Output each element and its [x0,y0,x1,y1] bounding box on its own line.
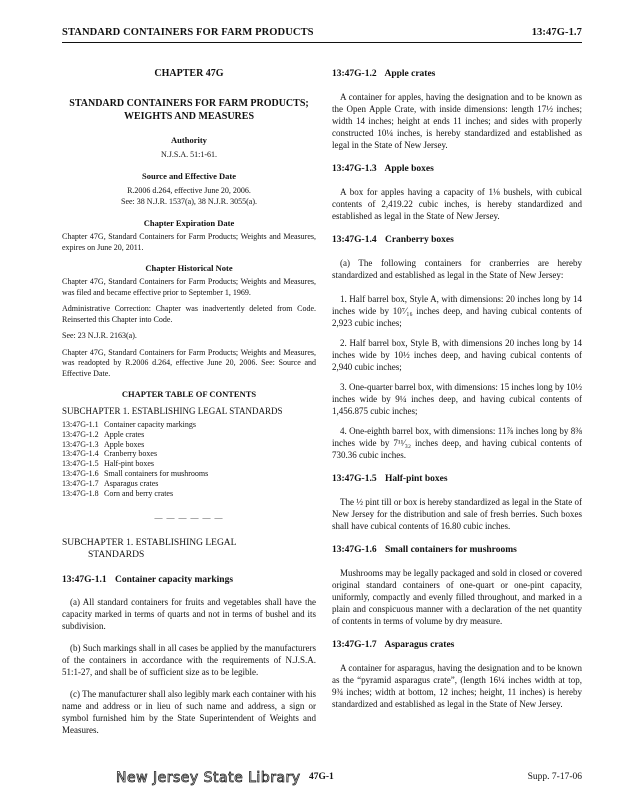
toc-number: 13:47G-1.2 [62,429,99,439]
toc-number: 13:47G-1.5 [62,459,99,469]
section-1-5-text: The ½ pint till or box is hereby standardized as legal in the State of New Jersey for the distribution and sale of fresh berries. Such boxes shall have cubical contents of 16.80 cubic inches. [332,497,582,531]
cranberry-item-1: 1. Half barrel box, Style A, with dimensions: 20 inches long by 14 inches wide by 10⁷⁄₁₆ inches deep, and having cubical contents of 2,923 cubic inches; [332,294,582,328]
toc-title: Apple boxes [104,439,145,449]
section-number: 13:47G-1.2 [332,69,377,79]
section-heading-1-3 [332,163,582,175]
section-title: Container capacity markings [114,575,234,586]
header-section-number: 13:47G-1.7 [531,27,582,38]
cranberry-item-4: 4. One-eighth barrel box, with dimensions: 11⅞ inches long by 8⅜ inches wide by 7¹¹⁄₃₂ inches deep, and having cubical contents of 730.36 cubic inches. [332,426,582,460]
section-title: Cranberry boxes [384,235,454,245]
section-title: Apple boxes [384,164,434,174]
supplement-date: Supp. 7-17-06 [527,772,582,782]
subchapter-heading [62,537,316,561]
toc-row[interactable] [62,420,316,430]
source-line-1: R.2006 d.264, effective June 20, 2006. [127,186,251,195]
history-paragraph-4: Chapter 47G, Standard Containers for Farm Products; Weights and Measures, was readopted by R.2006 d.264, effective June 20, 2006. See: Source and Effective Date. [62,347,316,378]
section-divider: — — — — — — [154,513,224,523]
source-label: Source and Effective Date [141,171,237,181]
section-1-3-text: A box for apples having a capacity of 1⅛ bushels, with cubical contents of 2,419.22 cubic inches, is hereby standardized and established as legal in the State of New Jersey. [332,187,582,221]
header-title: STANDARD CONTAINERS FOR FARM PRODUCTS [62,27,314,38]
toc-list [62,420,316,498]
history-paragraph-2: Administrative Correction: Chapter was inadvertently deleted from Code. Reinserted this Chapter into Code. [62,304,316,324]
section-number: 13:47G-1.7 [332,640,377,650]
section-number: 13:47G-1.3 [332,164,377,174]
toc-label: CHAPTER TABLE OF CONTENTS [121,389,257,399]
authority-label: Authority [171,135,207,145]
left-column [62,68,316,746]
subchapter-heading-line-1: SUBCHAPTER 1. ESTABLISHING LEGAL [62,538,237,549]
toc-title: Asparagus crates [104,478,159,488]
page-footer [62,770,582,790]
expiration-text: Chapter 47G, Standard Containers for Farm Products; Weights and Measures, expires on June 20, 2011. [62,232,316,252]
section-1-1-paragraph-a: (a) All standard containers for fruits and vegetables shall have the capacity marked in terms of quarts and not in terms of bushel and its subdivision. [62,597,316,632]
section-number: 13:47G-1.1 [62,575,107,586]
section-heading-1-6 [332,544,582,556]
toc-row[interactable] [62,449,316,459]
section-1-7-text: A container for asparagus, having the designation and to be known as the “pyramid asparagus crate”, (length 16¼ inches width at top, 9¾ inches; width at bottom, 12 inches; height, 11 inches) is hereby standardized and established as legal in the State of New Jersey. [332,663,582,709]
section-1-1-paragraph-c: (c) The manufacturer shall also legibly mark each container with his name and address or in lieu of such name and address, a sign or symbol furnished him by the State Superintendent of Weights and Measures. [62,689,316,736]
toc-number: 13:47G-1.3 [62,439,99,449]
section-1-4-intro: (a) The following containers for cranberries are hereby standardized and established as legal in the State of New Jersey: [332,258,582,280]
section-heading-1-1 [62,575,316,586]
toc-subchapter: SUBCHAPTER 1. ESTABLISHING LEGAL STANDARDS [62,406,283,416]
header-rule [62,42,582,43]
expiration-label: Chapter Expiration Date [143,218,235,228]
toc-number: 13:47G-1.4 [62,449,99,459]
toc-number: 13:47G-1.7 [62,478,99,488]
section-title: Asparagus crates [384,640,455,650]
toc-number: 13:47G-1.1 [62,420,99,429]
toc-title: Half-pint boxes [104,459,154,469]
section-1-1-paragraph-b: (b) Such markings shall in all cases be applied by the manufacturers of the containers in accordance with the requirements of N.J.S.A. 51:1-27, and shall be of sufficient size as to be legible. [62,643,316,678]
section-number: 13:47G-1.6 [332,545,377,555]
section-title: Half-pint boxes [384,474,448,484]
section-heading-1-4 [332,234,582,246]
library-watermark: New Jersey State Library [116,770,301,786]
history-paragraph-1: Chapter 47G, Standard Containers for Farm Products; Weights and Measures, was filed and became effective prior to September 1, 1969. [62,277,316,297]
section-heading-1-7 [332,639,582,651]
authority-text: N.J.S.A. 51:1-61. [160,150,217,159]
toc-row[interactable] [62,430,316,440]
section-heading-1-2 [332,68,582,80]
cranberry-item-3: 3. One-quarter barrel box, with dimensions: 15 inches long by 10½ inches wide by 9¼ inches deep, and having cubical contents of 1,456.875 cubic inches; [332,382,582,416]
subchapter-heading-line-2: STANDARDS [88,550,145,561]
toc-title: Container capacity markings [104,420,196,429]
toc-title: Apple crates [104,429,145,439]
section-heading-1-5 [332,473,582,485]
section-title: Apple crates [384,69,436,79]
toc-row[interactable] [62,489,316,499]
section-title: Small containers for mushrooms [384,545,517,555]
toc-row[interactable] [62,440,316,450]
chapter-heading-line-1: STANDARD CONTAINERS FOR FARM PRODUCTS; [69,98,309,109]
history-paragraph-3: See: 23 N.J.R. 2163(a). [62,331,137,340]
chapter-heading [62,97,316,123]
toc-row[interactable] [62,459,316,469]
cranberry-item-2: 2. Half barrel box, Style B, with dimensions 20 inches long by 14 inches wide by 10½ inches deep, and having cubical contents of 2,940 cubic inches; [332,338,582,372]
toc-row[interactable] [62,479,316,489]
chapter-heading-line-2: WEIGHTS AND MEASURES [123,111,255,122]
toc-title: Cranberry boxes [104,449,158,459]
right-column [332,68,582,722]
toc-number: 13:47G-1.6 [62,468,99,478]
toc-row[interactable] [62,469,316,479]
section-number: 13:47G-1.4 [332,235,377,245]
running-header [62,27,582,43]
history-label: Chapter Historical Note [145,263,233,273]
page-number: 47G-1 [309,772,334,782]
section-1-2-text: A container for apples, having the designation and to be known as the Open Apple Crate, with inside dimensions: length 17½ inches; width 14 inches; height at ends 11 inches; and sides with properly constructed 10¼ inches, is hereby standardized and established as legal in the State of New Jersey. [332,92,582,150]
toc-number: 13:47G-1.8 [62,488,99,498]
section-1-6-text: Mushrooms may be legally packaged and sold in closed or covered original standard containers of one-quart or one-pint capacity, uniformly, compactly and evenly filled throughout, and marked in a plain and conspicuous manner with a declaration of the net quantity of contents in terms of volume by dry measure. [332,568,582,626]
source-line-2: See: 38 N.J.R. 1537(a), 38 N.J.R. 3055(a). [121,197,257,206]
toc-title: Small containers for mushrooms [104,468,209,478]
chapter-title: CHAPTER 47G [154,68,224,79]
section-number: 13:47G-1.5 [332,474,377,484]
toc-title: Corn and berry crates [104,488,174,498]
